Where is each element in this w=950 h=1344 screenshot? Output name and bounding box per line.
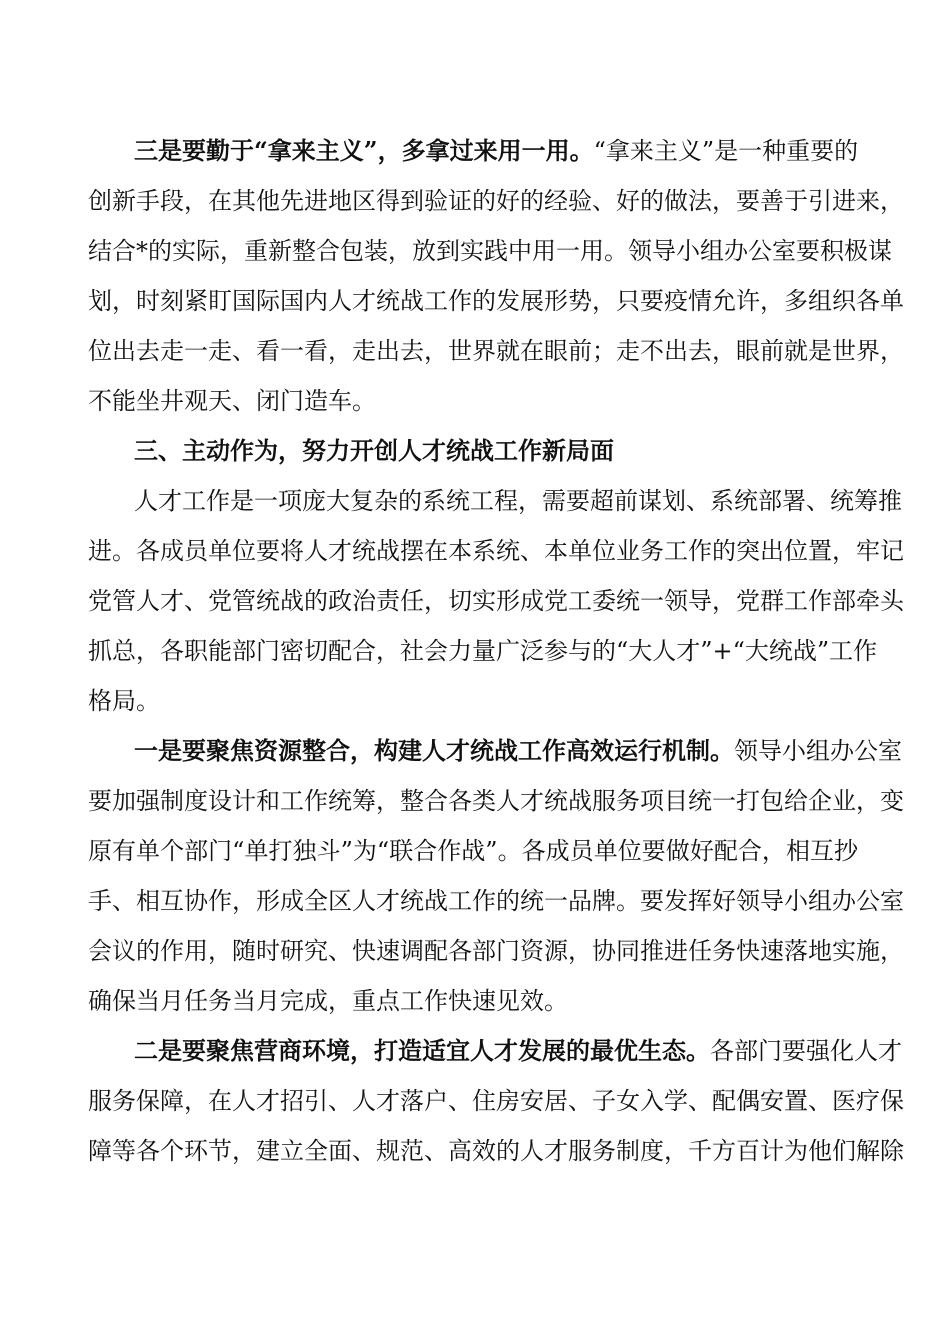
paragraph-4-line-1-text: 各部门要强化人才 — [710, 1037, 902, 1065]
paragraph-4-lead: 二是要聚焦营商环境，打造适宜人才发展的最优生态。 — [134, 1036, 710, 1065]
paragraph-2-line-4: 抓总，各职能部门密切配合，社会力量广泛参与的“大人才”+“大统战”工作 — [88, 637, 878, 665]
paragraph-1-line-1 — [134, 136, 858, 166]
paragraph-1-line-6: 不能坐井观天、闭门造车。 — [88, 387, 376, 415]
paragraph-1-line-3: 结合*的实际，重新整合包装，放到实践中用一用。领导小组办公室要积极谋 — [88, 237, 892, 265]
paragraph-3-line-1 — [134, 736, 902, 766]
paragraph-1-line-2: 创新手段，在其他先进地区得到验证的好的经验、好的做法，要善于引进来， — [88, 187, 904, 215]
paragraph-3-line-3: 原有单个部门“单打独斗”为“联合作战”。各成员单位要做好配合，相互抄 — [88, 837, 858, 865]
paragraph-1-lead: 三是要勤于“拿来主义”，多拿过来用一用。 — [134, 136, 594, 165]
paragraph-3-line-6: 确保当月任务当月完成，重点工作快速见效。 — [88, 987, 568, 1015]
section-heading: 三、主动作为，努力开创人才统战工作新局面 — [134, 436, 614, 465]
paragraph-1-line-4: 划，时刻紧盯国际国内人才统战工作的发展形势，只要疫情允许，多组织各单 — [88, 287, 904, 315]
paragraph-4-line-2: 服务保障，在人才招引、人才落户、住房安居、子女入学、配偶安置、医疗保 — [88, 1087, 904, 1115]
paragraph-1-line-5: 位出去走一走、看一看，走出去，世界就在眼前；走不出去，眼前就是世界， — [88, 337, 904, 365]
paragraph-2-line-2: 进。各成员单位要将人才统战摆在本系统、本单位业务工作的突出位置，牢记 — [88, 537, 904, 565]
paragraph-3-line-1-text: 领导小组办公室 — [734, 737, 902, 765]
paragraph-3-line-5: 会议的作用，随时研究、快速调配各部门资源，协同推进任务快速落地实施， — [88, 937, 904, 965]
paragraph-3-line-2: 要加强制度设计和工作统筹，整合各类人才统战服务项目统一打包给企业，变 — [88, 787, 904, 815]
paragraph-3-line-4: 手、相互协作，形成全区人才统战工作的统一品牌。要发挥好领导小组办公室 — [88, 887, 904, 915]
paragraph-4-line-1 — [134, 1036, 902, 1066]
paragraph-1-line-1-text: “拿来主义”是一种重要的 — [593, 137, 859, 165]
paragraph-4-line-3: 障等各个环节，建立全面、规范、高效的人才服务制度，千方百计为他们解除 — [88, 1137, 904, 1165]
paragraph-2-line-1: 人才工作是一项庞大复杂的系统工程，需要超前谋划、系统部署、统筹推 — [134, 487, 902, 515]
paragraph-2-line-5: 格局。 — [88, 687, 160, 715]
paragraph-3-lead: 一是要聚焦资源整合，构建人才统战工作高效运行机制。 — [134, 736, 734, 765]
paragraph-2-line-3: 党管人才、党管统战的政治责任，切实形成党工委统一领导，党群工作部牵头 — [88, 587, 904, 615]
